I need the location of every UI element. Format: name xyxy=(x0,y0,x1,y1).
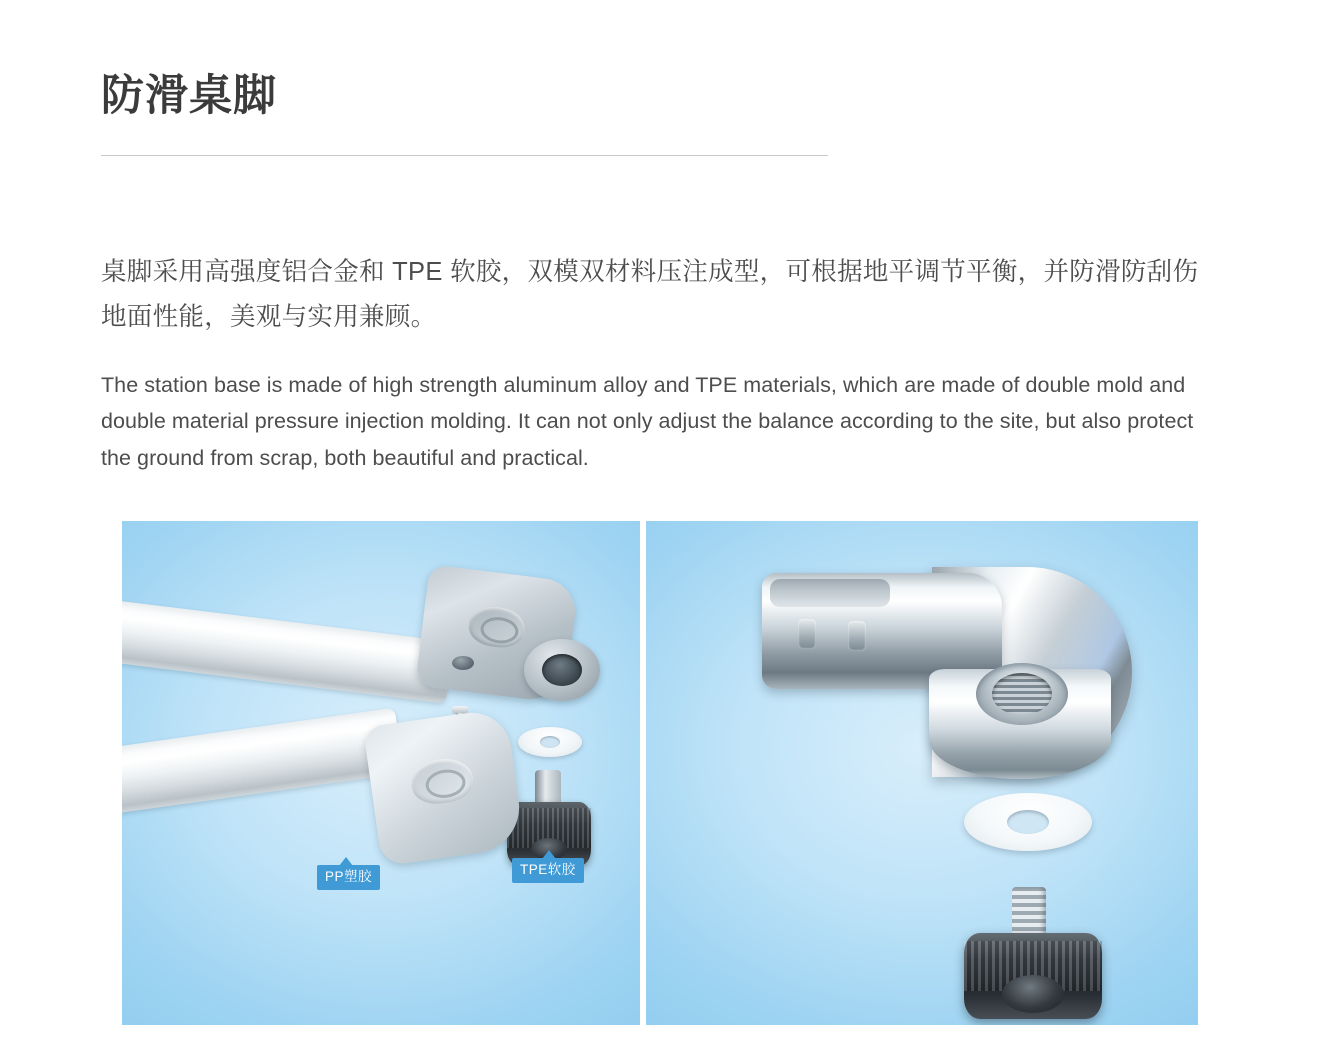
knob-threaded-stem-icon xyxy=(1012,887,1046,937)
threaded-hole-icon xyxy=(976,663,1068,725)
callout-arrow-icon xyxy=(339,857,353,866)
upper-boss-hole-icon xyxy=(542,654,582,686)
figure-right-panel xyxy=(646,521,1198,1025)
tpe-knob-icon xyxy=(964,933,1102,1019)
figure-left-panel xyxy=(122,521,640,1025)
brand-logo-icon xyxy=(408,755,476,807)
elbow-bolt-icon xyxy=(798,619,816,649)
callout-tpe-rubber xyxy=(512,858,584,883)
knob-threaded-stem-icon xyxy=(535,770,561,806)
callout-arrow-icon xyxy=(542,850,556,859)
callout-pp-plastic xyxy=(317,865,380,890)
callout-label: PP塑胶 xyxy=(325,869,373,884)
upper-tube-icon xyxy=(122,599,453,703)
elbow-slot-icon xyxy=(770,579,890,607)
white-washer-icon xyxy=(964,793,1092,851)
description-chinese: 桌脚采用高强度铝合金和 TPE 软胶，双模双材料压注成型，可根据地平调节平衡，并防滑防刮伤地面性能，美观与实用兼顾。 xyxy=(101,257,1199,331)
lower-foot-head-icon xyxy=(363,708,525,867)
elbow-bolt-icon xyxy=(848,621,866,651)
title-divider xyxy=(101,155,828,156)
side-hole-icon xyxy=(452,656,474,670)
brand-logo-icon xyxy=(467,604,527,651)
lower-tube-icon xyxy=(122,708,404,815)
callout-label: TPE软胶 xyxy=(520,862,576,877)
description-english: The station base is made of high strength aluminum alloy and TPE materials, which are made of double mold and double material pressure injection molding. It can not only adjust the balance according to the site, but also protect the ground from scrap, both beautiful and practical. xyxy=(101,372,1194,471)
white-washer-icon xyxy=(518,727,582,757)
page-title: 防滑桌脚 xyxy=(101,71,277,120)
product-figure xyxy=(122,521,1198,1025)
